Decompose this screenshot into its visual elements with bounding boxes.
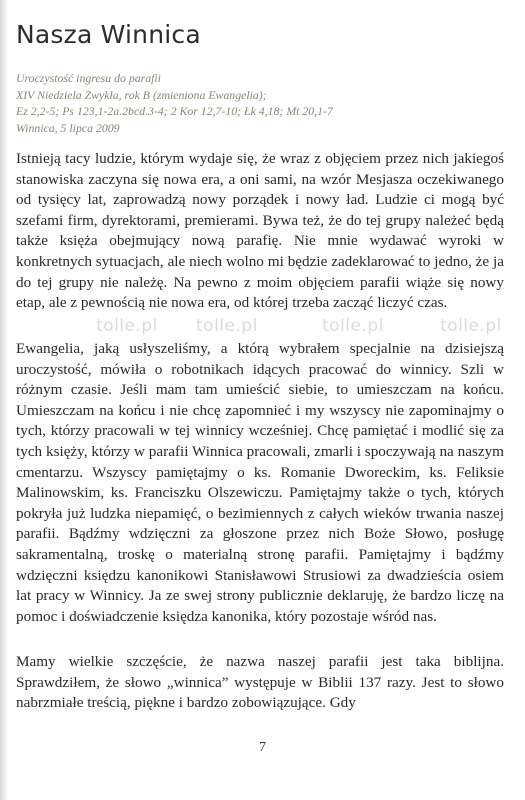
meta-line-place-date: Winnica, 5 lipca 2009	[16, 120, 120, 135]
liturgical-metadata	[16, 70, 496, 136]
watermark-logo: tolle.pl	[440, 316, 502, 336]
body-paragraph-2: Ewangelia, jaką usłyszeliśmy, a którą wybrałem specjalnie na dzisiejszą uroczystość, mówiła o robotnikach idących pracować do winnicy. Szli w różnym czasie. Jeśli mam tam umieścić siebie, to umieszczam na końcu. Umieszczam na końcu i nie chcę zapomnieć i my wszyscy nie zapominajmy o tych, którzy pracowali w tej winnicy wcześniej. Chcę pamiętać i modlić się za tych księży, którzy w parafii Winnica pracowali, zmarli i spoczywają na naszym cmentarzu. Wszyscy pamiętajmy o ks. Romanie Dworeckim, ks. Feliksie Malinowskim, ks. Franciszku Olszewiczu. Pamiętajmy także o tych, których pokryła już ludzka niepamięć, o bezimiennych z całych wieków trwania naszej parafii. Bądźmy wdzięczni za głoszone przez nich Boże Słowo, posługę sakramentalną, troskę o materialną stronę parafii. Pamiętajmy i bądźmy wdzięczni księdzu kanonikowi Stanisławowi Strusiowi za dwadzieścia osiem lat pracy w Winnicy. Ja ze swej strony publicznie deklaruję, że bardzo liczę na pomoc i doświadczenie księdza kanonika, który pozostaje wśród nas.	[16, 340, 504, 625]
watermark-logo: tolle.pl	[96, 316, 158, 336]
meta-line-occasion: Uroczystość ingresu do parafii	[16, 71, 161, 85]
meta-line-sunday: XIV Niedziela Zwykła, rok B (zmieniona Ewangelia);	[16, 87, 267, 102]
body-paragraph-3: Mamy wielkie szczęście, że nazwa naszej parafii jest taka biblijna. Sprawdziłem, że słowo „winnica” występuje w Biblii 137 razy. Jest to słowo nabrzmiałe treścią, piękne i bardzo zobowiązujące. Gdy	[16, 653, 504, 712]
watermark-logo: tolle.pl	[322, 316, 384, 336]
meta-line-readings: Ez 2,2-5; Ps 123,1-2a.2bcd.3-4; 2 Kor 12,7-10; Łk 4,18; Mt 20,1-7	[16, 104, 333, 118]
page-number: 7	[259, 740, 266, 755]
watermark-logo: tolle.pl	[196, 316, 258, 336]
body-paragraph-1: Istnieją tacy ludzie, którym wydaje się, że wraz z objęciem przez nich jakiegoś stanowiska zaczyna się nowa era, a oni sami, na wzór Mesjasza oczekiwanego od tysięcy lat, zaprowadzą nowy porządek i nowy ład. Ludzie ci mogą być szefami firm, dyrektorami, premierami. Bywa też, że do tej grupy należeć będą także księża obejmujący nową parafię. Nie mnie wydawać wyroki w konkretnych sytuacjach, ale niech wolno mi będzie zadeklarować to jedno, że ja do tej grupy nie należę. Na pewno z moim objęciem parafii wiąże się nowy etap, ale z pewnością nie nowa era, od której trzeba zacząć liczyć czas.	[16, 150, 504, 312]
page-edge-shadow	[0, 0, 8, 800]
chapter-title: Nasza Winnica	[16, 20, 201, 49]
